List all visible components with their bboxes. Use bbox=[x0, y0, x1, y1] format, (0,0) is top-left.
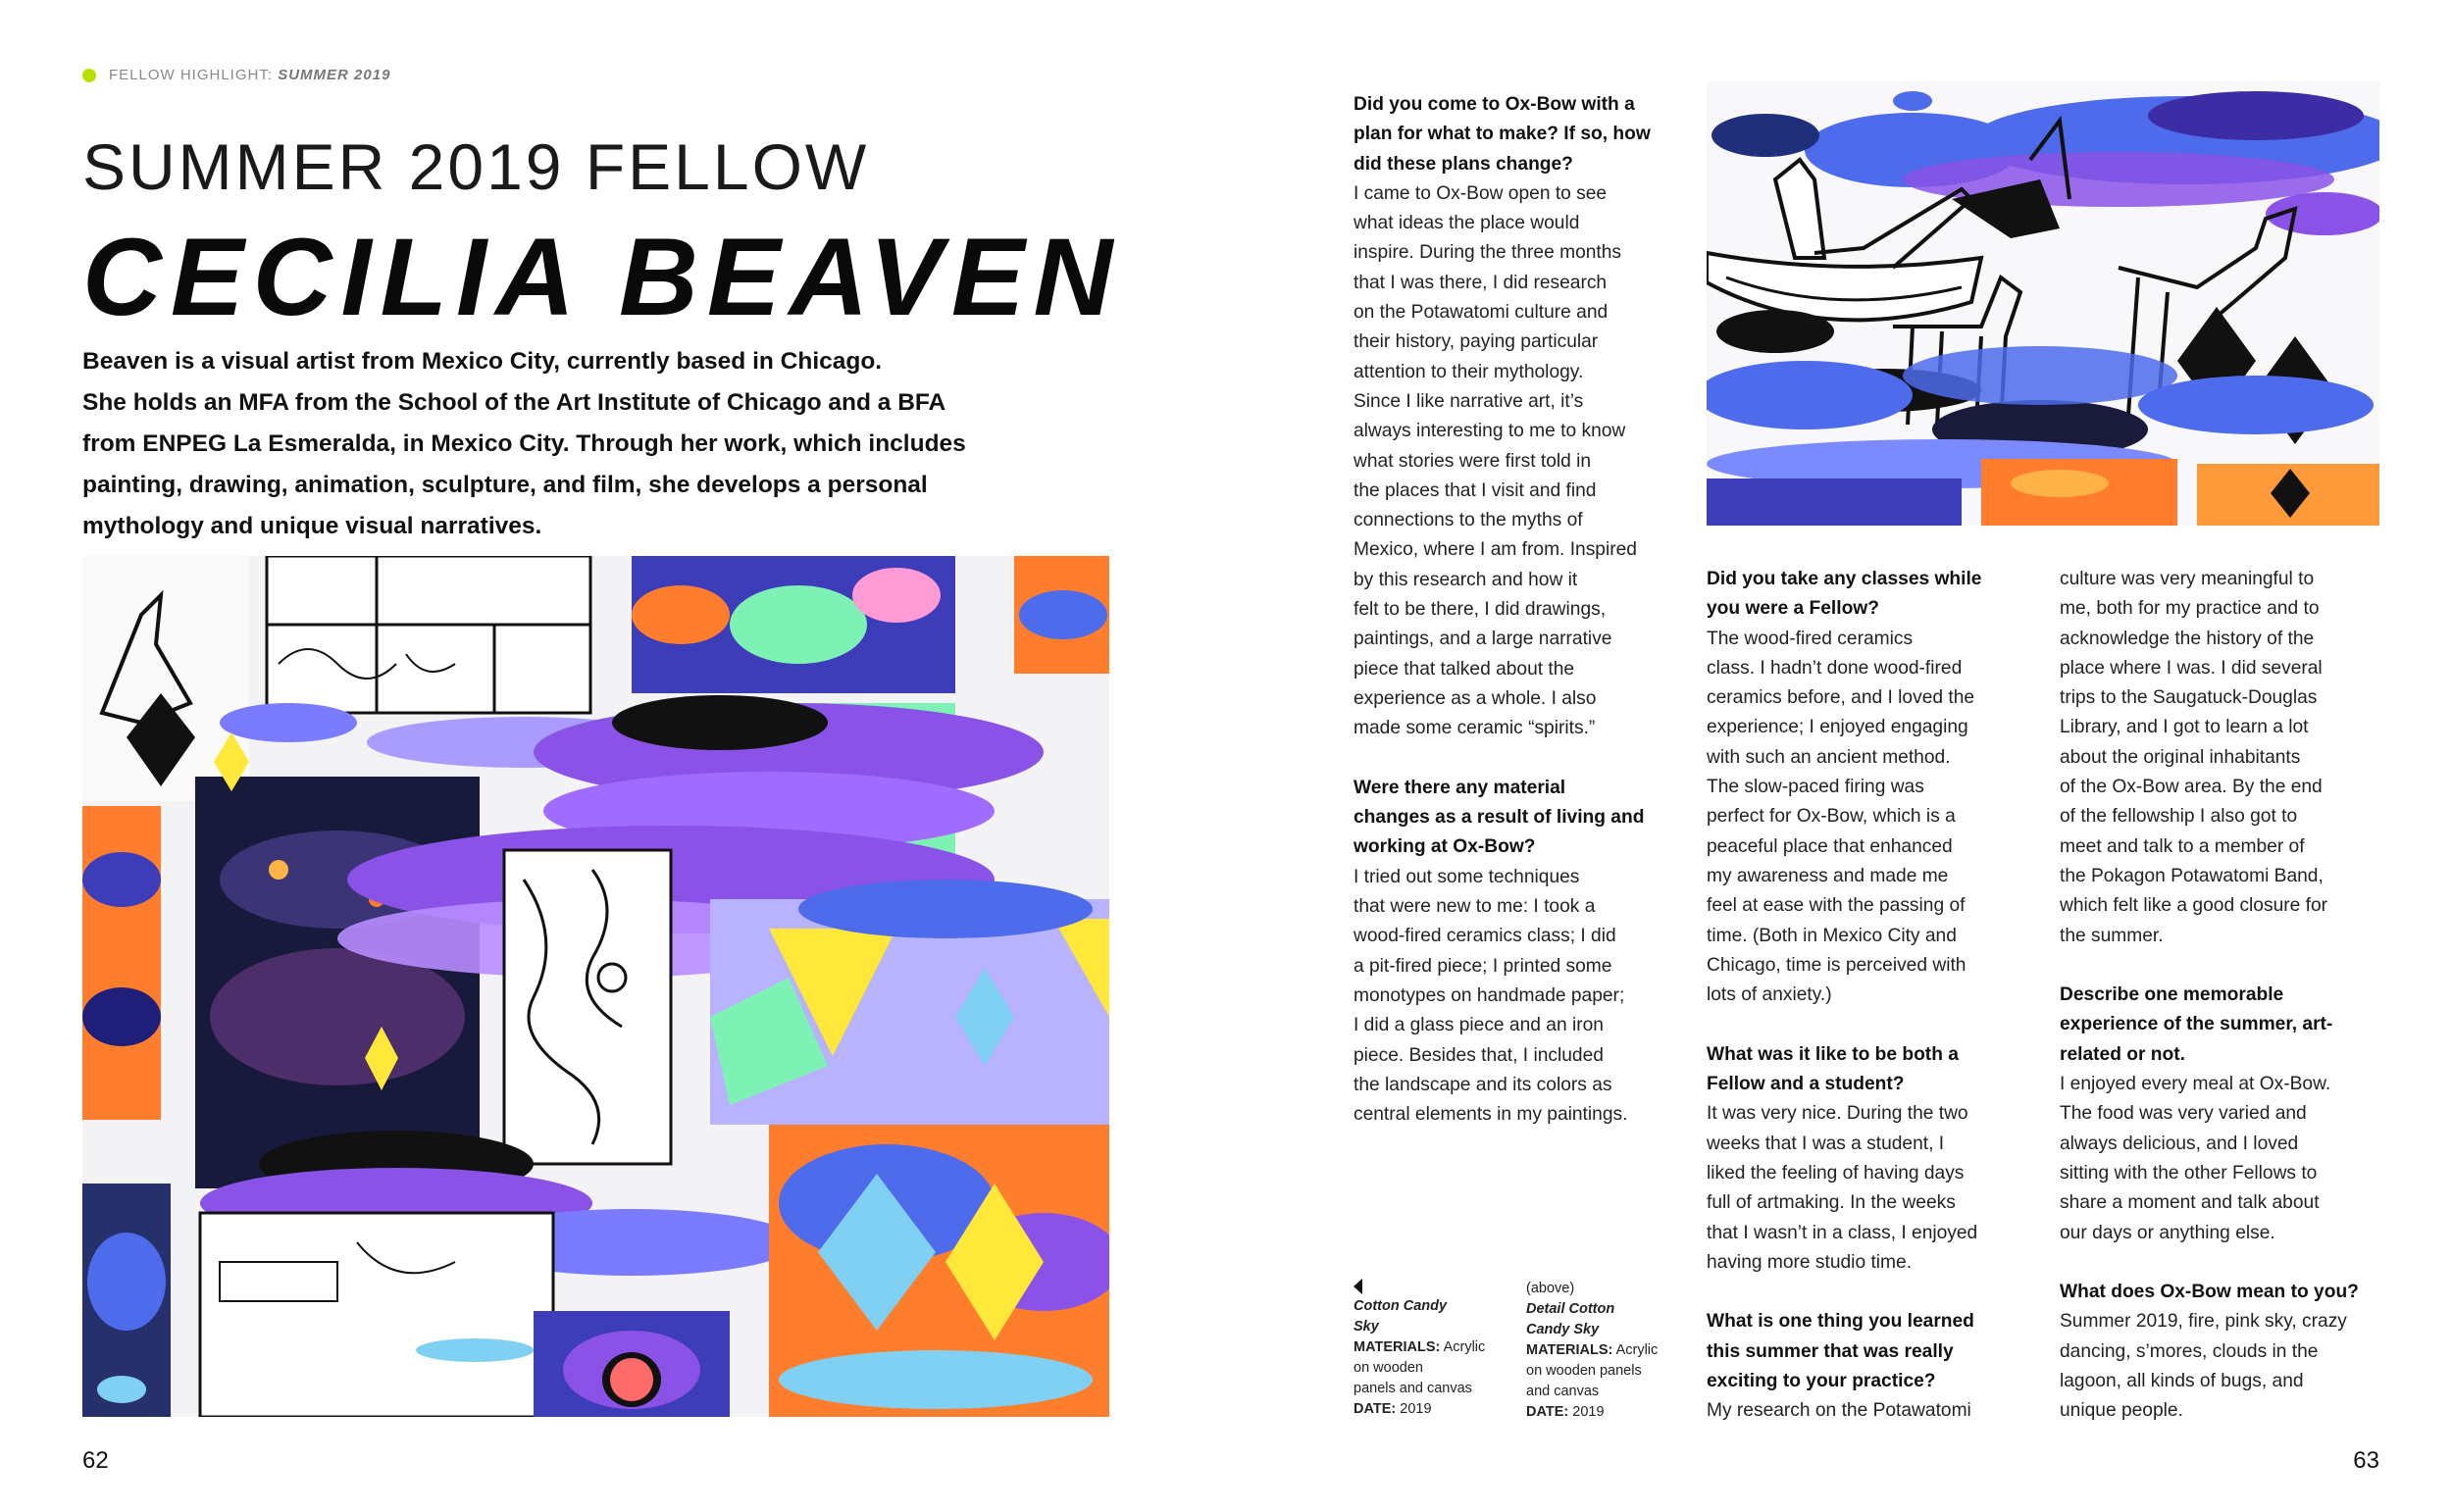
interview-answer-line: their history, paying particular bbox=[1354, 331, 1599, 353]
paragraph-gap bbox=[2060, 951, 2383, 981]
interview-answer-line: I enjoyed every meal at Ox-Bow. bbox=[2060, 1074, 2331, 1095]
artwork-photo-cotton-candy-sky bbox=[82, 556, 1109, 1417]
interview-answer-line: liked the feeling of having days bbox=[1707, 1162, 1965, 1184]
interview-question-line: What was it like to be both a bbox=[1707, 1043, 1959, 1065]
interview-question-line: changes as a result of living and bbox=[1354, 807, 1645, 829]
paragraph-gap bbox=[2060, 1248, 2383, 1278]
artwork-photo-detail-cotton-candy-sky bbox=[1707, 81, 2379, 526]
interview-answer-line: time. (Both in Mexico City and bbox=[1707, 925, 1957, 946]
interview-answer-line: my awareness and made me bbox=[1707, 865, 1949, 886]
paragraph-gap bbox=[1354, 744, 1677, 774]
interview-answer-line: My research on the Potawatomi bbox=[1707, 1400, 1971, 1422]
interview-answer-line: the summer. bbox=[2060, 925, 2164, 946]
interview-question-line: What is one thing you learned bbox=[1707, 1311, 1974, 1333]
interview-answer-line: inspire. During the three months bbox=[1354, 242, 1622, 264]
artist-name: CECILIA BEAVEN bbox=[82, 216, 1122, 338]
interview-answer-line: The food was very varied and bbox=[2060, 1103, 2307, 1125]
interview-answer-line: It was very nice. During the two bbox=[1707, 1103, 1968, 1125]
intro-line: painting, drawing, animation, sculpture, and film, she develops a personal bbox=[82, 472, 928, 498]
interview-question-line: Were there any material bbox=[1354, 777, 1566, 798]
intro-paragraph bbox=[82, 341, 1024, 547]
interview-answer-line: which felt like a good closure for bbox=[2060, 895, 2328, 917]
interview-answer-line: attention to their mythology. bbox=[1354, 361, 1584, 382]
interview-answer-line: by this research and how it bbox=[1354, 569, 1578, 590]
caption-title: Sky bbox=[1354, 1319, 1379, 1335]
interview-answer-line: trips to the Saugatuck-Douglas bbox=[2060, 687, 2318, 709]
interview-question-line: Fellow and a student? bbox=[1707, 1074, 1905, 1095]
caption-materials-line: panels and canvas bbox=[1354, 1381, 1472, 1396]
interview-answer-line: about the original inhabitants bbox=[2060, 746, 2301, 768]
section-label bbox=[109, 67, 390, 83]
caption-materials-value: Acrylic bbox=[1615, 1342, 1659, 1358]
interview-answer-line: meet and talk to a member of bbox=[2060, 835, 2305, 857]
interview-answer-line: that I wasn’t in a class, I enjoyed bbox=[1707, 1222, 1978, 1243]
interview-column-3 bbox=[2060, 565, 2383, 1427]
interview-question-line: working at Ox-Bow? bbox=[1354, 836, 1536, 858]
intro-line: from ENPEG La Esmeralda, in Mexico City. Through her work, which includes bbox=[82, 430, 966, 457]
interview-answer-line: piece. Besides that, I included bbox=[1354, 1044, 1604, 1066]
interview-question-line: Describe one memorable bbox=[2060, 984, 2284, 1006]
caption-date-label: DATE: bbox=[1354, 1401, 1397, 1417]
interview-answer-line: dancing, s’mores, clouds in the bbox=[2060, 1340, 2319, 1362]
interview-answer-line: perfect for Ox-Bow, which is a bbox=[1707, 806, 1956, 828]
interview-answer-line: what stories were first told in bbox=[1354, 450, 1592, 472]
artwork-illustration bbox=[82, 556, 1109, 1417]
caption-date bbox=[1354, 1399, 1510, 1420]
caption-date-value: 2019 bbox=[1400, 1401, 1432, 1417]
caption-title: Detail Cotton bbox=[1526, 1301, 1615, 1317]
interview-answer-line: culture was very meaningful to bbox=[2060, 569, 2315, 589]
interview-answer-line: unique people. bbox=[2060, 1400, 2183, 1422]
interview-answer-line: the Pokagon Potawatomi Band, bbox=[2060, 865, 2324, 886]
caption-materials-line: on wooden bbox=[1354, 1360, 1423, 1376]
interview-answer-line: ceramics before, and I loved the bbox=[1707, 687, 1975, 709]
caption-date-label: DATE: bbox=[1526, 1404, 1569, 1420]
interview-answer-line: The slow-paced firing was bbox=[1707, 777, 1924, 798]
intro-line: She holds an MFA from the School of the Art Institute of Chicago and a BFA bbox=[82, 389, 946, 416]
interview-answer-line: a pit-fired piece; I printed some bbox=[1354, 955, 1612, 977]
interview-answer-line: class. I hadn’t done wood-fired bbox=[1707, 657, 1963, 679]
interview-answer-line: acknowledge the history of the bbox=[2060, 628, 2315, 649]
interview-answer-line: I came to Ox-Bow open to see bbox=[1354, 182, 1608, 204]
caption-title: Cotton Candy bbox=[1354, 1298, 1448, 1314]
interview-answer-line: experience as a whole. I also bbox=[1354, 687, 1597, 709]
page-number-left: 62 bbox=[82, 1447, 109, 1474]
interview-answer-line: wood-fired ceramics class; I did bbox=[1354, 926, 1616, 947]
interview-answer-line: that I was there, I did research bbox=[1354, 272, 1608, 293]
interview-question-line: What does Ox-Bow mean to you? bbox=[2060, 1282, 2359, 1303]
interview-answer-line: experience; I enjoyed engaging bbox=[1707, 717, 1968, 738]
caption-materials-label: MATERIALS: bbox=[1526, 1342, 1613, 1358]
interview-answer-line: The wood-fired ceramics bbox=[1707, 628, 1914, 649]
interview-answer-line: Mexico, where I am from. Inspired bbox=[1354, 539, 1637, 561]
interview-question-line: exciting to your practice? bbox=[1707, 1371, 1936, 1392]
interview-answer-line: monotypes on handmade paper; bbox=[1354, 984, 1625, 1006]
interview-answer-line: made some ceramic “spirits.” bbox=[1354, 718, 1596, 739]
interview-answer-line: of the fellowship I also got to bbox=[2060, 806, 2298, 828]
interview-question-line: experience of the summer, art- bbox=[2060, 1014, 2333, 1035]
triangle-left-icon bbox=[1354, 1279, 1362, 1294]
interview-answer-line: share a moment and talk about bbox=[2060, 1192, 2320, 1214]
caption-date-value: 2019 bbox=[1572, 1404, 1605, 1420]
interview-answer-line: Chicago, time is perceived with bbox=[1707, 954, 1967, 976]
intro-line: Beaven is a visual artist from Mexico City, currently based in Chicago. bbox=[82, 348, 883, 375]
caption-materials-value: Acrylic bbox=[1443, 1339, 1486, 1355]
interview-question-line: plan for what to make? If so, how bbox=[1354, 124, 1651, 145]
paragraph-gap bbox=[1707, 1278, 2030, 1307]
interview-question-line: Did you come to Ox-Bow with a bbox=[1354, 94, 1635, 115]
interview-answer-line: felt to be there, I did drawings, bbox=[1354, 599, 1607, 621]
caption-position-note: (above) bbox=[1526, 1281, 1575, 1296]
interview-answer-line: Since I like narrative art, it’s bbox=[1354, 390, 1584, 412]
interview-answer-line: what ideas the place would bbox=[1354, 213, 1580, 234]
section-dot bbox=[82, 69, 96, 82]
interview-answer-line: Summer 2019, fire, pink sky, crazy bbox=[2060, 1311, 2347, 1333]
caption-materials-line: and canvas bbox=[1526, 1384, 1600, 1399]
interview-answer-line: always delicious, and I loved bbox=[2060, 1133, 2299, 1154]
caption-right-artwork bbox=[1526, 1279, 1683, 1423]
page-number-right: 63 bbox=[2353, 1447, 2379, 1474]
interview-answer-line: full of artmaking. In the weeks bbox=[1707, 1192, 1956, 1214]
interview-answer-line: our days or anything else. bbox=[2060, 1222, 2275, 1243]
section-issue: SUMMER 2019 bbox=[278, 67, 391, 83]
interview-column-1 bbox=[1354, 90, 1677, 1130]
caption-materials bbox=[1526, 1340, 1683, 1361]
interview-answer-line: paintings, and a large narrative bbox=[1354, 629, 1612, 650]
interview-answer-line: that were new to me: I took a bbox=[1354, 896, 1596, 918]
section-label-text: FELLOW HIGHLIGHT: bbox=[109, 67, 274, 83]
interview-answer-line: always interesting to me to know bbox=[1354, 421, 1626, 442]
fellow-kicker: SUMMER 2019 FELLOW bbox=[82, 130, 870, 203]
interview-answer-line: piece that talked about the bbox=[1354, 658, 1575, 680]
caption-left-artwork bbox=[1354, 1296, 1510, 1420]
interview-answer-line: me, both for my practice and to bbox=[2060, 598, 2320, 620]
interview-answer-line: lagoon, all kinds of bugs, and bbox=[2060, 1371, 2304, 1392]
interview-column-2 bbox=[1707, 565, 2030, 1427]
interview-answer-line: with such an ancient method. bbox=[1707, 746, 1951, 768]
interview-question-line: you were a Fellow? bbox=[1707, 598, 1879, 620]
intro-line: mythology and unique visual narratives. bbox=[82, 513, 542, 539]
interview-answer-line: I did a glass piece and an iron bbox=[1354, 1015, 1604, 1036]
interview-answer-line: on the Potawatomi culture and bbox=[1354, 302, 1609, 324]
caption-materials-line: on wooden panels bbox=[1526, 1363, 1642, 1379]
interview-answer-line: the landscape and its colors as bbox=[1354, 1074, 1612, 1095]
interview-answer-line: peaceful place that enhanced bbox=[1707, 835, 1953, 857]
caption-date bbox=[1526, 1402, 1683, 1423]
interview-answer-line: central elements in my paintings. bbox=[1354, 1104, 1628, 1126]
interview-answer-line: I tried out some techniques bbox=[1354, 866, 1580, 887]
paragraph-gap bbox=[1707, 1010, 2030, 1039]
interview-answer-line: Library, and I got to learn a lot bbox=[2060, 717, 2309, 738]
interview-answer-line: weeks that I was a student, I bbox=[1707, 1133, 1945, 1154]
interview-answer-line: the places that I visit and find bbox=[1354, 479, 1597, 501]
interview-answer-line: connections to the myths of bbox=[1354, 510, 1583, 531]
caption-materials-label: MATERIALS: bbox=[1354, 1339, 1441, 1355]
artwork-detail-illustration bbox=[1707, 81, 2379, 526]
interview-question-line: related or not. bbox=[2060, 1043, 2185, 1065]
interview-answer-line: sitting with the other Fellows to bbox=[2060, 1162, 2318, 1184]
interview-answer-line: place where I was. I did several bbox=[2060, 657, 2323, 679]
interview-answer-line: feel at ease with the passing of bbox=[1707, 895, 1966, 917]
interview-answer-line: lots of anxiety.) bbox=[1707, 984, 1832, 1006]
interview-question-line: this summer that was really bbox=[1707, 1340, 1954, 1362]
caption-title: Candy Sky bbox=[1526, 1322, 1600, 1337]
interview-answer-line: of the Ox-Bow area. By the end bbox=[2060, 777, 2323, 798]
interview-answer-line: having more studio time. bbox=[1707, 1251, 1913, 1273]
caption-materials bbox=[1354, 1337, 1510, 1358]
interview-question-line: Did you take any classes while bbox=[1707, 569, 1982, 589]
interview-question-line: did these plans change? bbox=[1354, 153, 1573, 175]
